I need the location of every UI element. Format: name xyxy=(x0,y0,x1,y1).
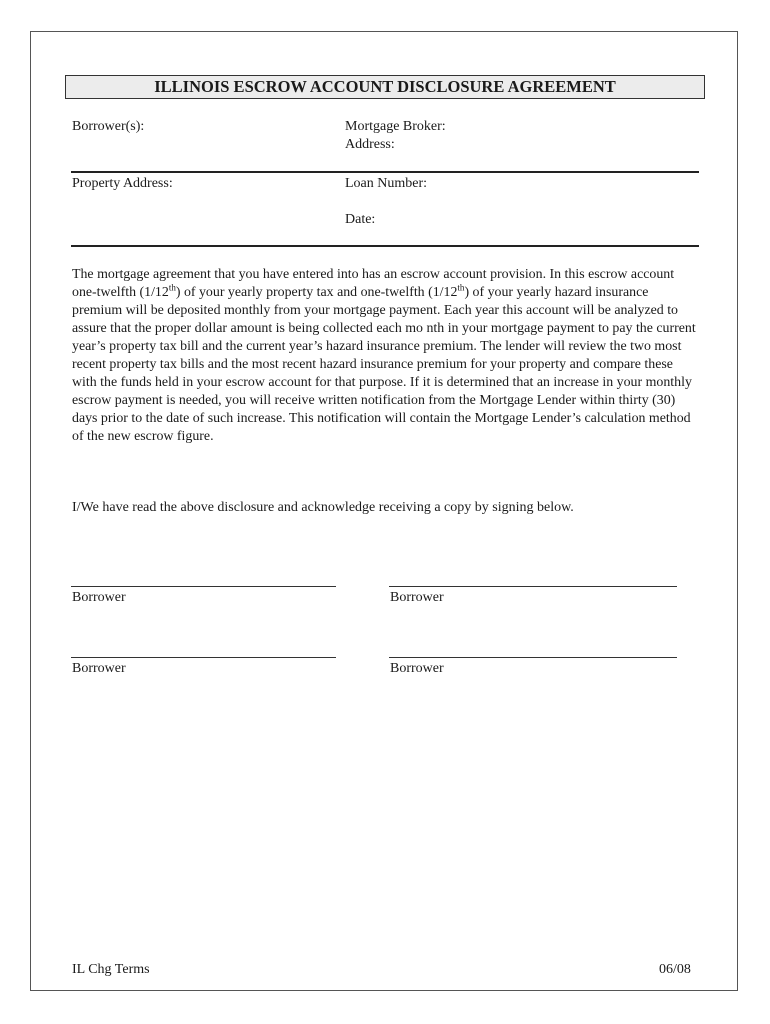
signature-line-1[interactable] xyxy=(71,586,336,587)
mortgage-broker-label: Mortgage Broker: xyxy=(345,119,446,134)
header-divider-bottom xyxy=(71,245,699,247)
date-label: Date: xyxy=(345,212,376,227)
header-divider-top xyxy=(71,171,699,173)
property-address-label: Property Address: xyxy=(72,176,173,191)
disclosure-paragraph xyxy=(72,266,698,446)
superscript-th-2: th xyxy=(457,282,465,293)
disclosure-text-2: ) of your yearly property tax and one-twelfth (1/12 xyxy=(175,285,458,300)
signature-line-4[interactable] xyxy=(389,657,677,658)
superscript-th-1: th xyxy=(168,282,176,293)
signature-label-4: Borrower xyxy=(390,661,444,676)
borrowers-label: Borrower(s): xyxy=(72,119,145,134)
footer-date: 06/08 xyxy=(659,962,691,977)
address-label: Address: xyxy=(345,137,395,152)
footer-form-id: IL Chg Terms xyxy=(72,962,150,977)
signature-label-1: Borrower xyxy=(72,590,126,605)
acknowledgement-text: I/We have read the above disclosure and acknowledge receiving a copy by signing below. xyxy=(72,500,574,515)
signature-line-2[interactable] xyxy=(389,586,677,587)
signature-line-3[interactable] xyxy=(71,657,336,658)
document-title: ILLINOIS ESCROW ACCOUNT DISCLOSURE AGREEMENT xyxy=(65,75,705,99)
signature-label-2: Borrower xyxy=(390,590,444,605)
signature-label-3: Borrower xyxy=(72,661,126,676)
loan-number-label: Loan Number: xyxy=(345,176,428,191)
disclosure-text-3: ) of your yearly hazard insurance premium will be deposited monthly from your mortgage payment. Each year this account will be analyzed to assure that the proper dollar amount is being collected each mo nth in your mortgage payment to pay the current year’s property tax bill and the current year’s hazard insurance premium. The lender will review the two most recent property tax bills and the most recent hazard insurance premium for your property and compare these with the funds held in your escrow account for that purpose. If it is determined that an increase in your monthly escrow payment is needed, you will receive written notification from the Mortgage Lender within thirty (30) days prior to the date of such increase. This notification will contain the Mortgage Lender’s calculation method of the new escrow figure. xyxy=(72,285,696,444)
disclosure-text-1: The mortgage agreement that you have entered into has an escrow account provision. In this escrow account one-twelfth (1/12 xyxy=(72,267,675,300)
